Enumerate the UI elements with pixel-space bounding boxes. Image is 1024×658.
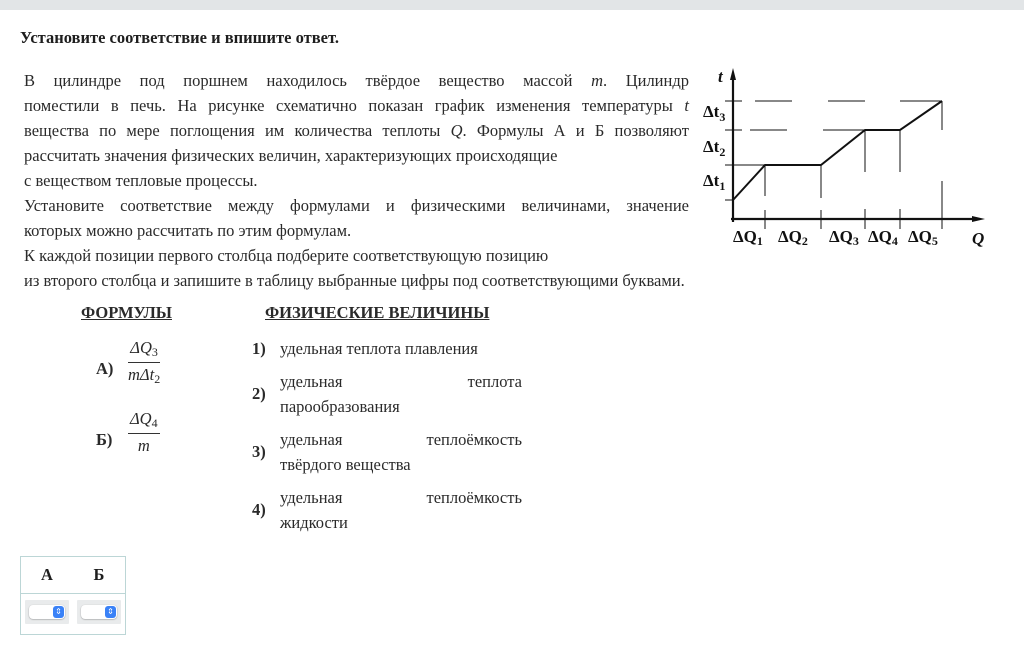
text-line: рассчитать значения физических величин, характеризующих происходящие <box>24 146 558 165</box>
quantities-header: ФИЗИЧЕСКИЕ ВЕЛИЧИНЫ <box>265 303 490 322</box>
x-label-q4: ΔQ4 <box>868 227 898 248</box>
quantity-1-text: удельная теплота плавления <box>280 339 478 358</box>
quantity-1-number: 1) <box>252 339 266 358</box>
quantity-4-number: 4) <box>252 500 266 519</box>
text-line: вещества по мере поглощения им количества теплоты Q. Формулы А и Б позволяют <box>24 121 689 140</box>
top-bar <box>0 0 1024 10</box>
text-line: с веществом тепловые процессы. <box>24 171 258 190</box>
x-label-q2: ΔQ2 <box>778 227 808 248</box>
formula-a <box>128 338 160 387</box>
temperature-curve <box>733 101 942 200</box>
formula-b-numerator: $\Delta Q_4$ <box>128 409 160 434</box>
text-line: К каждой позиции первого столбца подберите соответствующую позицию <box>24 246 549 265</box>
x-label-q1: ΔQ1 <box>733 227 763 248</box>
quantity-2-number: 2) <box>252 384 266 403</box>
answer-header-a: А <box>21 557 74 594</box>
y-label-t1: $\Delta t_1$ <box>703 171 726 193</box>
y-axis-label: t <box>718 67 723 86</box>
answer-cell-a <box>21 594 74 635</box>
formula-b-label: Б) <box>96 430 113 449</box>
x-label-q3: ΔQ3 <box>829 227 859 248</box>
answer-header-b: Б <box>73 557 126 594</box>
formula-a-denominator: mΔt$_2$ <box>128 365 161 386</box>
answer-b-select[interactable] <box>81 605 117 619</box>
formula-a-numerator: $\Delta Q_3$ <box>128 338 160 363</box>
answer-table <box>20 556 126 635</box>
y-label-t3: $\Delta t_3$ <box>703 102 726 124</box>
x-axis-label: Q <box>972 229 985 248</box>
text-line: из второго столбца и запишите в таблицу выбранные цифры под соответствующими буквами. <box>24 271 685 290</box>
text-line: которых можно рассчитать по этим формулам. <box>24 221 352 240</box>
quantity-3-text: удельная теплоёмкость твёрдого вещества <box>280 430 522 474</box>
select-arrows-icon: ⇕ <box>105 606 116 618</box>
formula-b-denominator: m <box>137 436 150 455</box>
text-line: Установите соответствие между формулами и физическими величинами, значение <box>24 196 689 215</box>
answer-b-select-wrapper <box>77 600 121 624</box>
select-arrows-icon: ⇕ <box>53 606 64 618</box>
task-text <box>24 68 689 293</box>
temperature-heat-graph <box>695 62 995 252</box>
x-axis-arrow <box>972 216 985 222</box>
answer-cell-b <box>73 594 126 635</box>
text-line: поместили в печь. На рисунке схематично показан график изменения температуры t <box>24 96 689 115</box>
formulas-header: ФОРМУЛЫ <box>81 303 172 322</box>
quantity-2-text: удельная теплота парообразования <box>280 372 522 416</box>
task-title: Установите соответствие и впишите ответ. <box>20 28 339 47</box>
answer-a-select-wrapper <box>25 600 69 624</box>
formula-b <box>128 409 160 456</box>
quantity-3-number: 3) <box>252 442 266 461</box>
formula-a-label: А) <box>96 359 114 378</box>
quantity-4-text: удельная теплоёмкость жидкости <box>280 488 522 532</box>
text-line: В цилиндре под поршнем находилось твёрдое вещество массой m. Цилиндр <box>24 71 689 90</box>
y-axis-arrow <box>730 68 736 80</box>
y-label-t2: $\Delta t_2$ <box>703 137 726 159</box>
x-label-q5: ΔQ5 <box>908 227 938 248</box>
answer-a-select[interactable] <box>29 605 65 619</box>
